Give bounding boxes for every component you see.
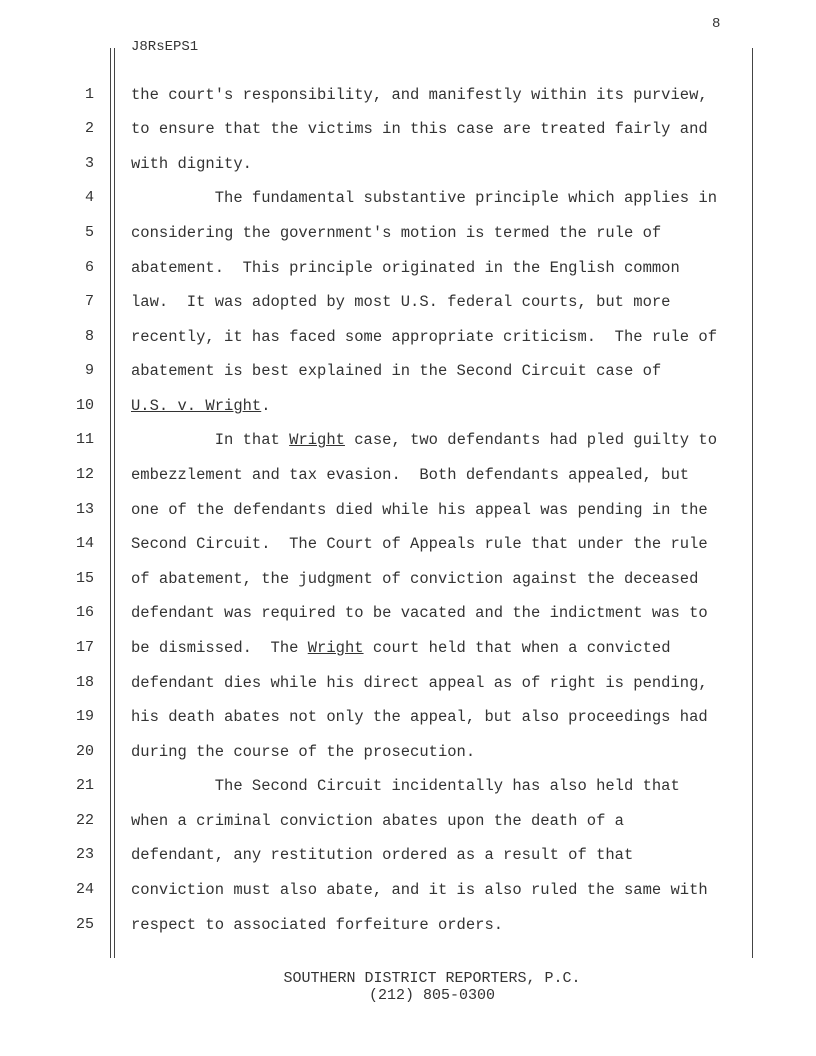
transcript-line: conviction must also abate, and it is also ruled the same with: [131, 881, 708, 899]
transcript-line: with dignity.: [131, 155, 252, 173]
transcript-line: considering the government's motion is termed the rule of: [131, 224, 662, 242]
case-citation: U.S. v. Wright: [131, 397, 262, 415]
transcript-line: The fundamental substantive principle which applies in: [131, 189, 717, 207]
transcript-line: one of the defendants died while his appeal was pending in the: [131, 501, 708, 519]
line-number: 9: [84, 362, 94, 379]
transcript-line: [131, 639, 671, 657]
line-number: 2: [84, 120, 94, 137]
transcript-line: [131, 431, 717, 449]
footer-reporter: SOUTHERN DISTRICT REPORTERS, P.C.: [283, 970, 581, 987]
case-citation: Wright: [289, 431, 345, 449]
line-number: 8: [84, 328, 94, 345]
transcript-line: defendant, any restitution ordered as a result of that: [131, 846, 634, 864]
left-margin-rule-inner: [114, 48, 115, 958]
transcript-line: The Second Circuit incidentally has also held that: [131, 777, 680, 795]
transcript-line: during the course of the prosecution.: [131, 743, 476, 761]
transcript-line: law. It was adopted by most U.S. federal courts, but more: [131, 293, 671, 311]
transcript-line: Second Circuit. The Court of Appeals rule that under the rule: [131, 535, 708, 553]
line-text-segment: case, two defendants had pled guilty to: [344, 431, 718, 449]
case-citation: Wright: [307, 639, 364, 657]
line-number: 18: [75, 674, 94, 691]
line-text-segment: In that: [131, 431, 290, 449]
transcript-line: embezzlement and tax evasion. Both defendants appealed, but: [131, 466, 690, 484]
line-text-segment: .: [261, 397, 271, 415]
case-id: J8RsEPS1: [131, 39, 199, 55]
transcript-line: respect to associated forfeiture orders.: [131, 916, 504, 934]
line-number: 14: [75, 535, 94, 552]
line-number: 10: [75, 397, 94, 414]
line-number: 6: [84, 259, 94, 276]
line-number: 11: [75, 431, 94, 448]
line-number: 4: [84, 189, 94, 206]
transcript-line: abatement is best explained in the Second Circuit case of: [131, 362, 662, 380]
transcript-line: recently, it has faced some appropriate criticism. The rule of: [131, 328, 717, 346]
transcript-line: abatement. This principle originated in the English common: [131, 259, 680, 277]
line-number: 19: [75, 708, 94, 725]
left-margin-rule-outer: [110, 48, 111, 958]
line-number: 22: [75, 812, 94, 829]
line-number: 16: [75, 604, 94, 621]
transcript-line: defendant was required to be vacated and the indictment was to: [131, 604, 708, 622]
footer-phone: (212) 805-0300: [368, 987, 496, 1004]
line-text-segment: court held that when a convicted: [363, 639, 671, 657]
transcript-line: when a criminal conviction abates upon the death of a: [131, 812, 624, 830]
transcript-line: defendant dies while his direct appeal as of right is pending,: [131, 674, 708, 692]
transcript-line: his death abates not only the appeal, but also proceedings had: [131, 708, 708, 726]
line-number: 23: [75, 846, 94, 863]
transcript-line: the court's responsibility, and manifestly within its purview,: [131, 86, 708, 104]
line-number: 20: [75, 743, 94, 760]
line-number: 24: [75, 881, 94, 898]
line-number: 1: [84, 86, 94, 103]
line-number: 12: [75, 466, 94, 483]
page-number: 8: [712, 16, 721, 32]
transcript-line: of abatement, the judgment of conviction against the deceased: [131, 570, 699, 588]
transcript-line: to ensure that the victims in this case are treated fairly and: [131, 120, 708, 138]
line-number: 3: [84, 155, 94, 172]
line-number: 25: [75, 916, 94, 933]
line-number: 7: [84, 293, 94, 310]
right-margin-rule: [752, 48, 753, 958]
line-number: 5: [84, 224, 94, 241]
line-number: 21: [75, 777, 94, 794]
transcript-line: [131, 397, 271, 415]
line-number: 13: [75, 501, 94, 518]
line-text-segment: be dismissed. The: [131, 639, 308, 657]
line-number: 15: [75, 570, 94, 587]
line-number: 17: [75, 639, 94, 656]
